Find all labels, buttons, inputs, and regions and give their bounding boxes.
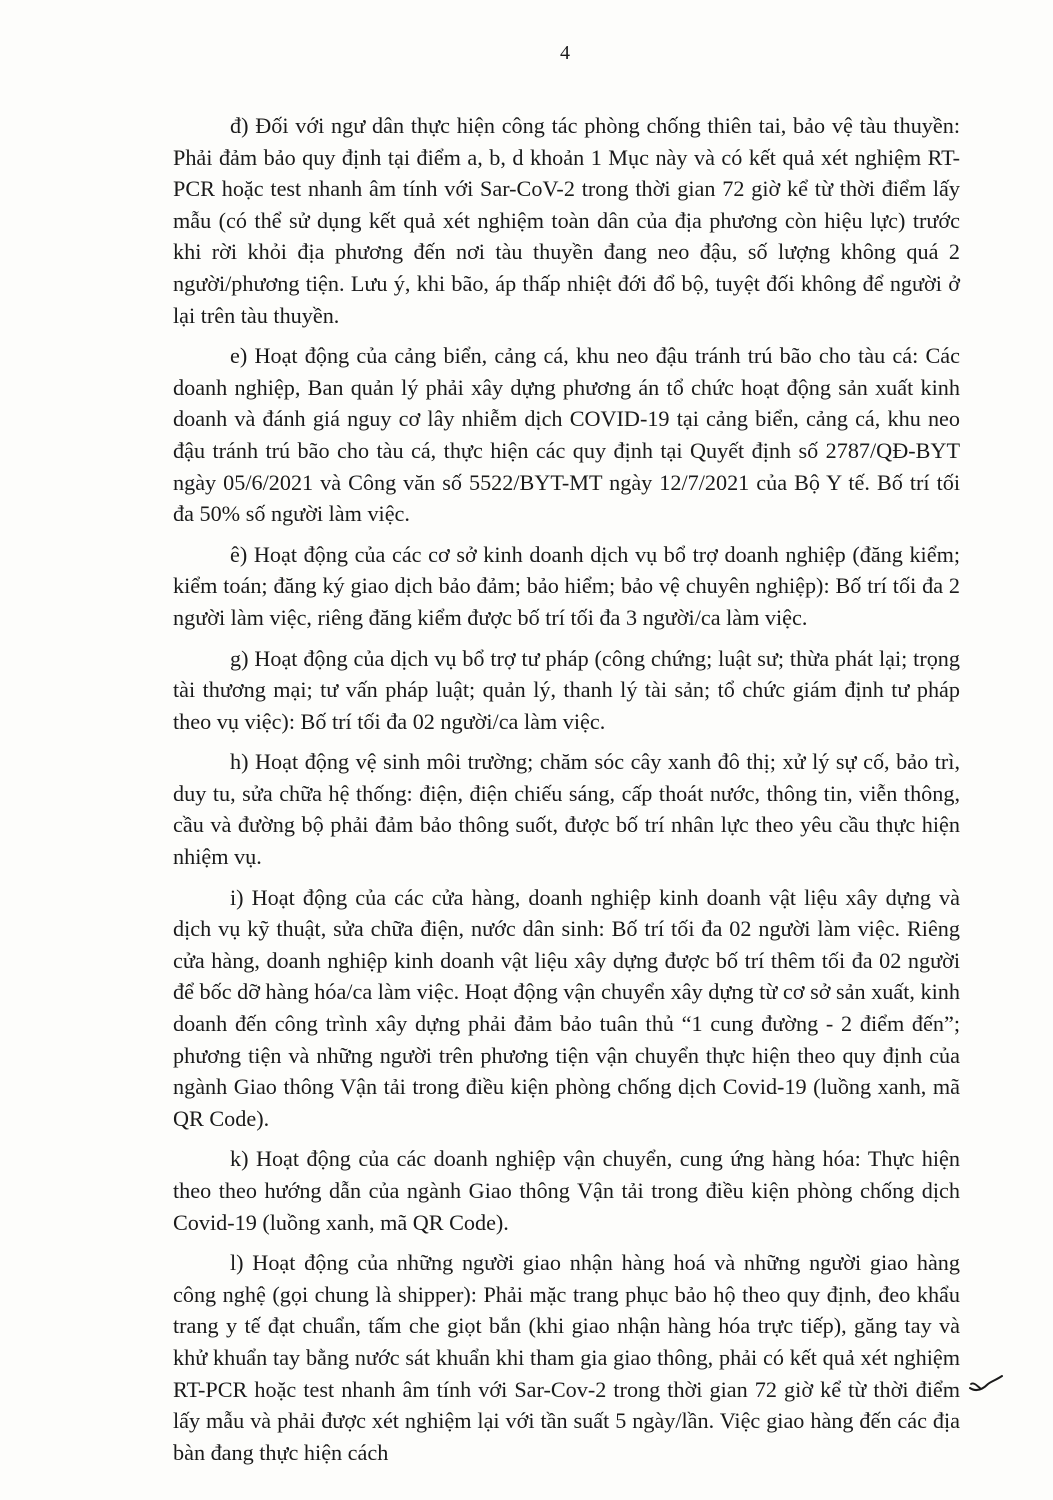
paragraph-g: g) Hoạt động của dịch vụ bổ trợ tư pháp (công chứng; luật sư; thừa phát lại; trọng tài thương mại; tư vấn pháp luật; quản lý, thanh lý tài sản; tổ chức giám định tư pháp theo vụ việc): Bố trí tối đa 02 người/ca làm việc. [173,645,960,734]
document-body [173,110,960,1477]
paragraph-d: đ) Đối với ngư dân thực hiện công tác phòng chống thiên tai, bảo vệ tàu thuyền: Phải đảm bảo quy định tại điểm a, b, d khoản 1 Mục này và có kết quả xét nghiệm RT-PCR hoặc test nhanh âm tính với Sar-CoV-2 trong thời gian 72 giờ kể từ thời điểm lấy mẫu (có thể sử dụng kết quả xét nghiệm toàn dân của địa phương còn hiệu lực) trước khi rời khỏi địa phương đến nơi tàu thuyền đang neo đậu, số lượng không quá 2 người/phương tiện. Lưu ý, khi bão, áp thấp nhiệt đới đổ bộ, tuyệt đối không để người ở lại trên tàu thuyền. [173,113,960,328]
paragraph-h: h) Hoạt động vệ sinh môi trường; chăm sóc cây xanh đô thị; xử lý sự cố, bảo trì, duy tu, sửa chữa hệ thống: điện, điện chiếu sáng, cấp thoát nước, thông tin, viễn thông, cầu và đường bộ phải đảm bảo thông suốt, được bố trí nhân lực theo yêu cầu thực hiện nhiệm vụ. [173,749,960,870]
initial-mark-icon [968,1372,1004,1394]
paragraph-l: l) Hoạt động của những người giao nhận hàng hoá và những người giao hàng công nghệ (gọi chung là shipper): Phải mặc trang phục bảo hộ theo quy định, đeo khẩu trang y tế đạt chuẩn, tấm che giọt bắn (khi giao nhận hàng hóa trực tiếp), găng tay và khử khuẩn tay bằng nước sát khuẩn khi tham gia giao thông, phải có kết quả xét nghiệm RT-PCR hoặc test nhanh âm tính với Sar-Cov-2 trong thời gian 72 giờ kể từ thời điểm lấy mẫu và phải được xét nghiệm lại với tần suất 5 ngày/lần. Việc giao hàng đến các địa bàn đang thực hiện cách [173,1250,960,1465]
paragraph-e-circumflex: ê) Hoạt động của các cơ sở kinh doanh dịch vụ bổ trợ doanh nghiệp (đăng kiểm; kiểm toán; đăng ký giao dịch bảo đảm; bảo hiểm; bảo vệ chuyên nghiệp): Bố trí tối đa 2 người làm việc, riêng đăng kiểm được bố trí tối đa 3 người/ca làm việc. [173,541,960,630]
paragraph-e: e) Hoạt động của cảng biển, cảng cá, khu neo đậu tránh trú bão cho tàu cá: Các doanh nghiệp, Ban quản lý phải xây dựng phương án tổ chức hoạt động sản xuất kinh doanh và đánh giá nguy cơ lây nhiễm dịch COVID-19 tại cảng biển, cảng cá, khu neo đậu tránh trú bão cho tàu cá, thực hiện các quy định tại Quyết định số 2787/QĐ-BYT ngày 05/6/2021 và Công văn số 5522/BYT-MT ngày 12/7/2021 của Bộ Y tế. Bố trí tối đa 50% số người làm việc. [173,343,960,527]
paragraph-k: k) Hoạt động của các doanh nghiệp vận chuyển, cung ứng hàng hóa: Thực hiện theo theo hướng dẫn của ngành Giao thông Vận tải trong điều kiện phòng chống dịch Covid-19 (luồng xanh, mã QR Code). [173,1146,960,1235]
paragraph-i: i) Hoạt động của các cửa hàng, doanh nghiệp kinh doanh vật liệu xây dựng và dịch vụ kỹ thuật, sửa chữa điện, nước dân sinh: Bố trí tối đa 02 người làm việc. Riêng cửa hàng, doanh nghiệp kinh doanh vật liệu xây dựng được bố trí thêm tối đa 02 người để bốc dỡ hàng hóa/ca làm việc. Hoạt động vận chuyển xây dựng từ cơ sở sản xuất, kinh doanh đến công trình xây dựng phải đảm bảo tuân thủ “1 cung đường - 2 điểm đến”; phương tiện và những người trên phương tiện vận chuyển thực hiện theo quy định của ngành Giao thông Vận tải trong điều kiện phòng chống dịch Covid-19 (luồng xanh, mã QR Code). [173,884,960,1131]
page-number: 4 [560,42,570,64]
